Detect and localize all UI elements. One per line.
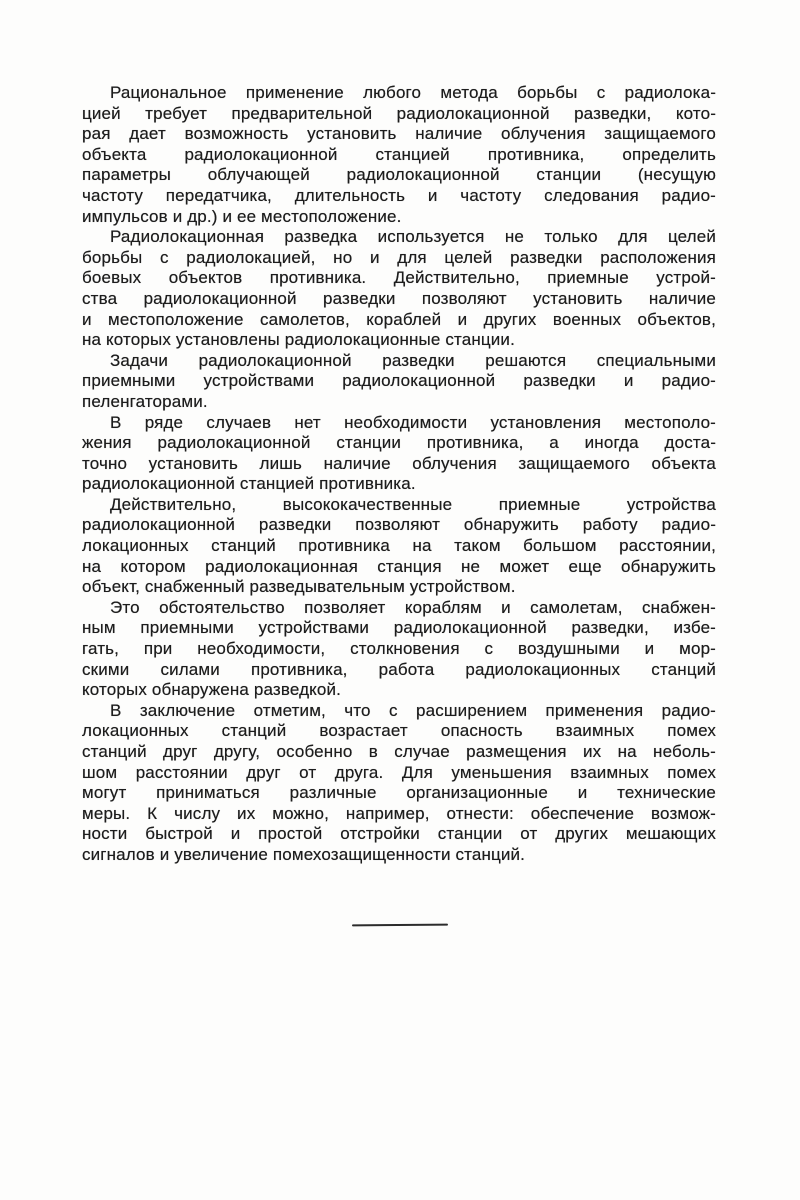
paragraph — [82, 83, 716, 227]
text-line: локационных станций возрастает опасность взаимных помех — [82, 721, 716, 741]
text-line: радиолокационной станцией противника. — [82, 474, 416, 494]
text-line: импульсов и др.) и ее местоположение. — [82, 206, 402, 226]
text-line: параметры облучающей радиолокационной станции (несущую — [82, 165, 716, 185]
text-line: станций друг другу, особенно в случае размещения их на неболь- — [82, 742, 716, 761]
text-line: точно установить лишь наличие облучения защищаемого объекта — [82, 453, 716, 473]
text-line: радиолокационной разведки позволяют обнаружить работу радио- — [82, 515, 716, 535]
text-line: Радиолокационная разведка используется не только для целей — [110, 227, 716, 247]
paragraph — [82, 413, 716, 495]
text-line: на котором радиолокационная станция не может еще обнаружить — [82, 556, 716, 576]
text-line: меры. К числу их можно, например, отнести: обеспечение возмож- — [82, 803, 716, 823]
text-line: объекта радиолокационной станцией противника, определить — [82, 144, 716, 164]
text-line: ным приемными устройствами радиолокационной разведки, избе- — [82, 618, 716, 638]
paragraph — [82, 495, 716, 598]
text-line: жения радиолокационной станции противника, а иногда доста- — [82, 433, 716, 453]
text-line: приемными устройствами радиолокационной разведки и радио- — [82, 371, 716, 391]
text-line: объект, снабженный разведывательным устройством. — [82, 577, 516, 597]
text-line: Действительно, высококачественные приемные устройства — [110, 494, 716, 514]
text-line: ности быстрой и простой отстройки станции от других мешающих — [82, 824, 716, 844]
text-line: могут приниматься различные организационные и технические — [82, 783, 716, 803]
section-divider-rule — [352, 924, 448, 927]
text-line: частоту передатчика, длительность и частоту следования радио- — [82, 185, 716, 205]
text-line: боевых объектов противника. Действительно, приемные устрой- — [82, 268, 716, 288]
paragraph — [82, 701, 716, 866]
text-line: ства радиолокационной разведки позволяют установить наличие — [82, 288, 716, 308]
paragraph — [82, 227, 716, 351]
text-line: Это обстоятельство позволяет кораблям и самолетам, снабжен- — [110, 597, 716, 617]
text-line: В ряде случаев нет необходимости установления местополо- — [110, 412, 716, 432]
text-line: и местоположение самолетов, кораблей и других военных объектов, — [82, 309, 716, 329]
text-line: В заключение отметим, что с расширением применения радио- — [110, 700, 716, 720]
text-block — [82, 83, 716, 866]
text-line: которых обнаружена разведкой. — [82, 680, 342, 700]
text-line: локационных станций противника на таком большом расстоянии, — [82, 536, 716, 556]
text-line: сигналов и увеличение помехозащищенности станций. — [82, 844, 526, 864]
text-line: гать, при необходимости, столкновения с воздушными и мор- — [82, 639, 716, 659]
paragraph — [82, 598, 716, 701]
text-line: рая дает возможность установить наличие облучения защищаемого — [82, 124, 716, 144]
text-line: пеленгаторами. — [82, 391, 208, 411]
text-line: Задачи радиолокационной разведки решаются специальными — [110, 350, 716, 370]
text-line: скими силами противника, работа радиолокационных станций — [82, 659, 716, 679]
text-line: шом расстоянии друг от друга. Для уменьшения взаимных помех — [82, 762, 716, 782]
text-line: борьбы с радиолокацией, но и для целей разведки расположения — [82, 247, 716, 267]
text-line: Рациональное применение любого метода борьбы с радиолока- — [110, 83, 716, 102]
text-line: на которых установлены радиолокационные станции. — [82, 330, 515, 350]
text-line: цией требует предварительной радиолокационной разведки, кото- — [82, 103, 716, 123]
paragraph — [82, 351, 716, 413]
